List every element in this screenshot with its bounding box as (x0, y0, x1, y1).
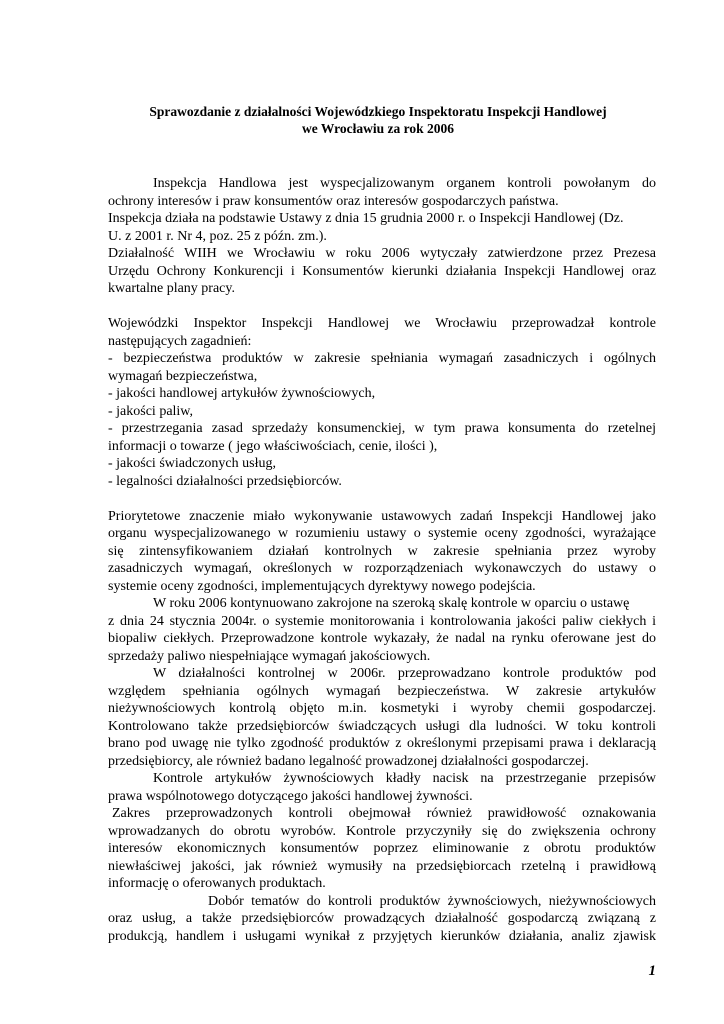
text-line: Kontrole artykułów żywnościowych kładły nacisk na przestrzeganie przepisów (153, 771, 656, 786)
text-line: Działalność WIIH we Wrocławiu w roku 2006 wytyczały zatwierdzone przez Prezesa (108, 246, 656, 261)
text-line: W roku 2006 kontynuowano zakrojone na szeroką skalę kontrole w oparciu o ustawę (153, 596, 630, 611)
text-line: interesów ekonomicznych konsumentów poprzez eliminowanie z obrotu produktów (108, 841, 656, 856)
text-line: W działalności kontrolnej w 2006r. przeprowadzano kontrole produktów pod (153, 666, 656, 681)
document-body (108, 175, 656, 945)
list-item: - przestrzegania zasad sprzedaży konsumenckiej, w tym prawa konsumenta do rzetelnej (108, 421, 656, 436)
text-line: biopaliw ciekłych. Przeprowadzone kontrole wykazały, że nadal na rynku oferowane jest do (108, 631, 656, 646)
text-line: Urzędu Ochrony Konkurencji i Konsumentów kierunki działania Inspekcji Handlowej oraz (108, 263, 656, 279)
text-line: następujących zagadnień: (108, 333, 252, 349)
text-line: informacji o towarze ( jego właściwościach, cenie, ilości ), (108, 438, 438, 454)
text-line: niewłaściwej jakości, jak również wymusiły na przedsiębiorcach rzetelną i prawidłową (108, 858, 656, 874)
text-line: prawa wspólnotowego dotyczącego jakości handlowej żywności. (108, 788, 473, 804)
text-line: U. z 2001 r. Nr 4, poz. 25 z późn. zm.). (108, 228, 327, 244)
text-line: nieżywnościowych kontrolą objęto m.in. kosmetyki i wyroby chemii gospodarczej. (108, 701, 656, 716)
text-line: Wojewódzki Inspektor Inspekcji Handlowej we Wrocławiu przeprowadzał kontrole (108, 316, 656, 331)
text-line: produkcją, handlem i usługami wynikał z przyjętych kierunków działania, analiz zjawisk (108, 928, 656, 944)
text-line: się zintensyfikowaniem działań kontrolnych w zakresie spełniania przez wyroby (108, 543, 656, 559)
text-line: sprzedaży paliwo niespełniające wymagań jakościowych. (108, 648, 431, 664)
list-item: - jakości świadczonych usług, (108, 456, 276, 471)
document-title-line-1: Sprawozdanie z działalności Wojewódzkiego Inspektoratu Inspekcji Handlowej (149, 104, 607, 119)
paragraph-gap (108, 298, 656, 316)
paragraph-gap (108, 490, 656, 508)
list-item: - jakości handlowej artykułów żywnościowych, (108, 386, 376, 401)
text-line: organu wyspecjalizowanego w rozumieniu ustawy o systemie oceny zgodności, wyrażające (108, 526, 656, 541)
text-line: z dnia 24 stycznia 2004r. o systemie monitorowania i kontrolowania jakości paliw ciekłych i (108, 613, 656, 629)
list-item: - legalności działalności przedsiębiorców. (108, 473, 342, 489)
text-line: wprowadzanych do obrotu wyrobów. Kontrole przyczyniły się do zwiększenia ochrony (108, 823, 656, 839)
text-line: Kontrolowano także przedsiębiorców świadczących usługi dla ludności. W toku kontroli (108, 718, 656, 734)
text-line: Zakres przeprowadzonych kontroli obejmował również prawidłowość oznakowania (112, 806, 656, 821)
text-line: systemie oceny zgodności, implementujących dyrektywy nowego podejścia. (108, 578, 536, 594)
text-line: Inspekcja Handlowa jest wyspecjalizowanym organem kontroli powołanym do (153, 176, 656, 191)
text-line: względem spełniania ogólnych wymagań bezpieczeństwa. W zakresie artykułów (108, 683, 656, 699)
page-number: 1 (648, 963, 656, 979)
text-line: przedsiębiorcy, ale również badano legalność prowadzonej działalności gospodarczej. (108, 753, 589, 769)
text-line: informację o oferowanych produktach. (108, 876, 326, 891)
text-line: zasadniczych wymagań, określonych w rozporządzeniach wykonawczych do ustawy o (108, 561, 656, 576)
document-title-line-2: we Wrocławiu za rok 2006 (301, 121, 454, 136)
text-line: oraz usług, a także przedsiębiorców prowadzących działalność gospodarczą związaną z (108, 911, 656, 926)
text-line: Inspekcja działa na podstawie Ustawy z dnia 15 grudnia 2000 r. o Inspekcji Handlowej (Dz. (108, 211, 624, 226)
text-line: wymagań bezpieczeństwa, (108, 368, 258, 384)
text-line: brano pod uwagę nie tylko zgodność produktów z określonymi przepisami prawa i deklaracją (108, 736, 656, 751)
text-line: Dobór tematów do kontroli produktów żywnościowych, nieżywnościowych (208, 893, 656, 909)
list-item: - jakości paliw, (108, 403, 194, 419)
text-line: ochrony interesów i praw konsumentów oraz interesów gospodarczych państwa. (108, 193, 559, 209)
list-item: - bezpieczeństwa produktów w zakresie spełniania wymagań zasadniczych i ogólnych (108, 351, 656, 366)
text-line: Priorytetowe znaczenie miało wykonywanie ustawowych zadań Inspekcji Handlowej jako (108, 508, 656, 524)
text-line: kwartalne plany pracy. (108, 281, 235, 296)
